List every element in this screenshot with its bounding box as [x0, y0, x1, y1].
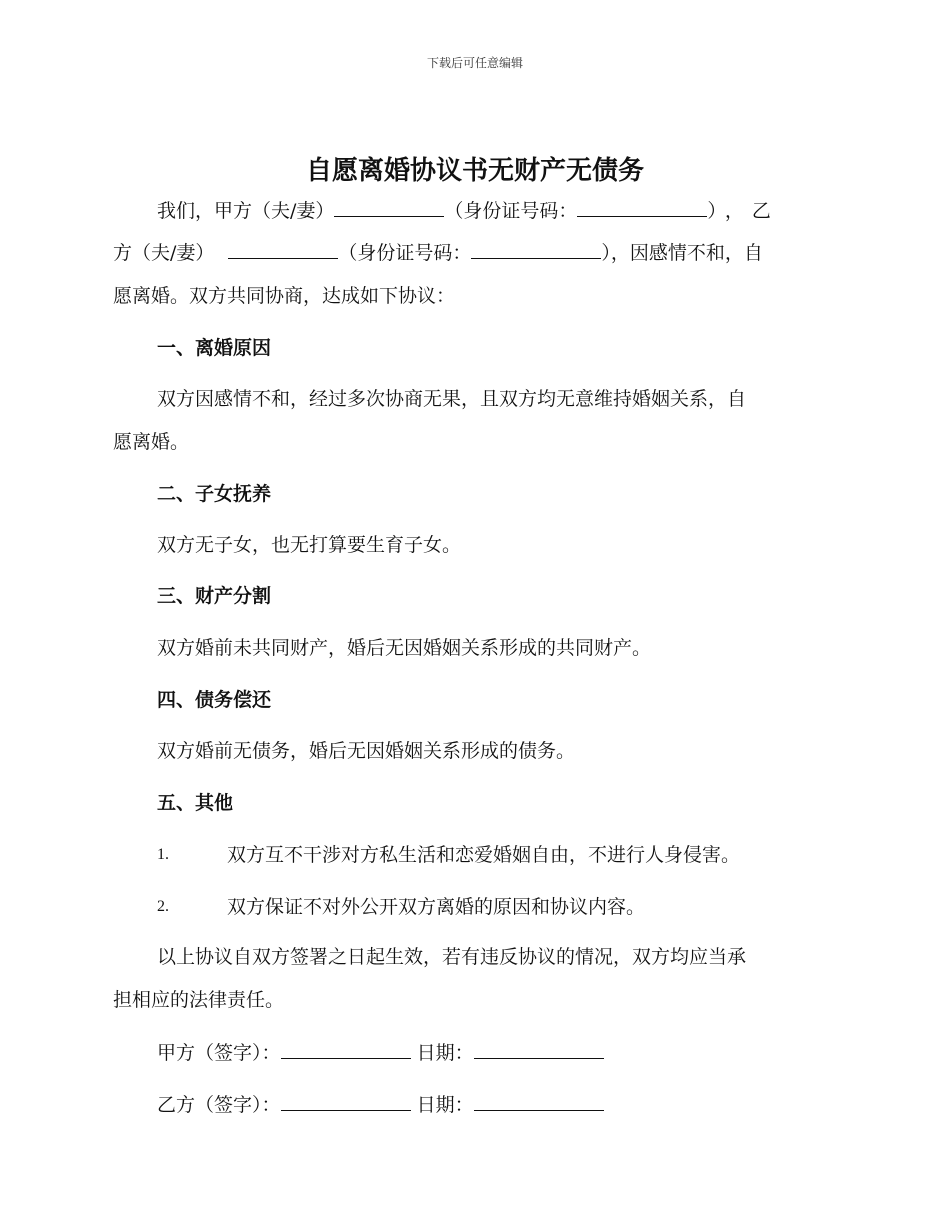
party-b-date-label: 日期： — [416, 1094, 474, 1116]
signature-row-party-b — [157, 1090, 604, 1119]
intro-line-2-end: ），因感情不和，自 — [601, 242, 763, 264]
party-b-name-blank[interactable] — [228, 238, 338, 259]
party-b-id-blank[interactable] — [471, 238, 601, 259]
section-4-heading: 四、债务偿还 — [157, 689, 272, 711]
section-3-heading: 三、财产分割 — [157, 585, 272, 607]
party-a-signature-label: 甲方（签字）： — [157, 1042, 281, 1064]
header-note: 下载后可任意编辑 — [426, 56, 523, 70]
list-item-2-text: 双方保证不对外公开双方离婚的原因和协议内容。 — [227, 896, 646, 918]
intro-party-a-label: 我们，甲方（夫/妻） — [157, 200, 335, 222]
party-a-date-label: 日期： — [416, 1042, 474, 1064]
intro-line-1-end: ），乙 — [707, 200, 779, 222]
party-a-signature-blank[interactable] — [281, 1038, 411, 1059]
section-1-line-2: 愿离婚。 — [113, 431, 190, 453]
closing-line-1: 以上协议自双方签署之日起生效，若有违反协议的情况，双方均应当承 — [157, 946, 747, 968]
intro-line-2 — [113, 238, 763, 267]
list-item-2-number: 2. — [157, 898, 169, 915]
intro-party-b-label: 方（夫/妻） — [113, 242, 215, 264]
party-b-signature-label: 乙方（签字）： — [157, 1094, 281, 1116]
section-4-text: 双方婚前无债务，婚后无因婚姻关系形成的债务。 — [157, 740, 576, 762]
section-1-line-1: 双方因感情不和，经过多次协商无果，且双方均无意维持婚姻关系，自 — [157, 388, 747, 410]
section-5-heading: 五、其他 — [157, 792, 234, 814]
section-3-text: 双方婚前未共同财产，婚后无因婚姻关系形成的共同财产。 — [157, 637, 652, 659]
party-b-date-blank[interactable] — [474, 1090, 604, 1111]
section-1-heading: 一、离婚原因 — [157, 337, 272, 359]
list-item-1-number: 1. — [157, 846, 169, 863]
intro-line-3: 愿离婚。双方共同协商，达成如下协议： — [113, 285, 456, 307]
party-a-id-blank[interactable] — [577, 196, 707, 217]
intro-id-label-b: （身份证号码： — [338, 242, 472, 264]
closing-line-2: 担相应的法律责任。 — [113, 989, 285, 1011]
section-2-text: 双方无子女，也无打算要生育子女。 — [157, 534, 462, 556]
list-item-1-text: 双方互不干涉对方私生活和恋爱婚姻自由，不进行人身侵害。 — [227, 844, 741, 866]
party-a-name-blank[interactable] — [334, 196, 444, 217]
party-b-signature-blank[interactable] — [281, 1090, 411, 1111]
intro-id-label-a: （身份证号码： — [444, 200, 578, 222]
party-a-date-blank[interactable] — [474, 1038, 604, 1059]
document-title: 自愿离婚协议书无财产无债务 — [305, 156, 644, 186]
section-2-heading: 二、子女抚养 — [157, 483, 272, 505]
signature-row-party-a — [157, 1038, 604, 1067]
intro-line-1 — [157, 196, 779, 225]
